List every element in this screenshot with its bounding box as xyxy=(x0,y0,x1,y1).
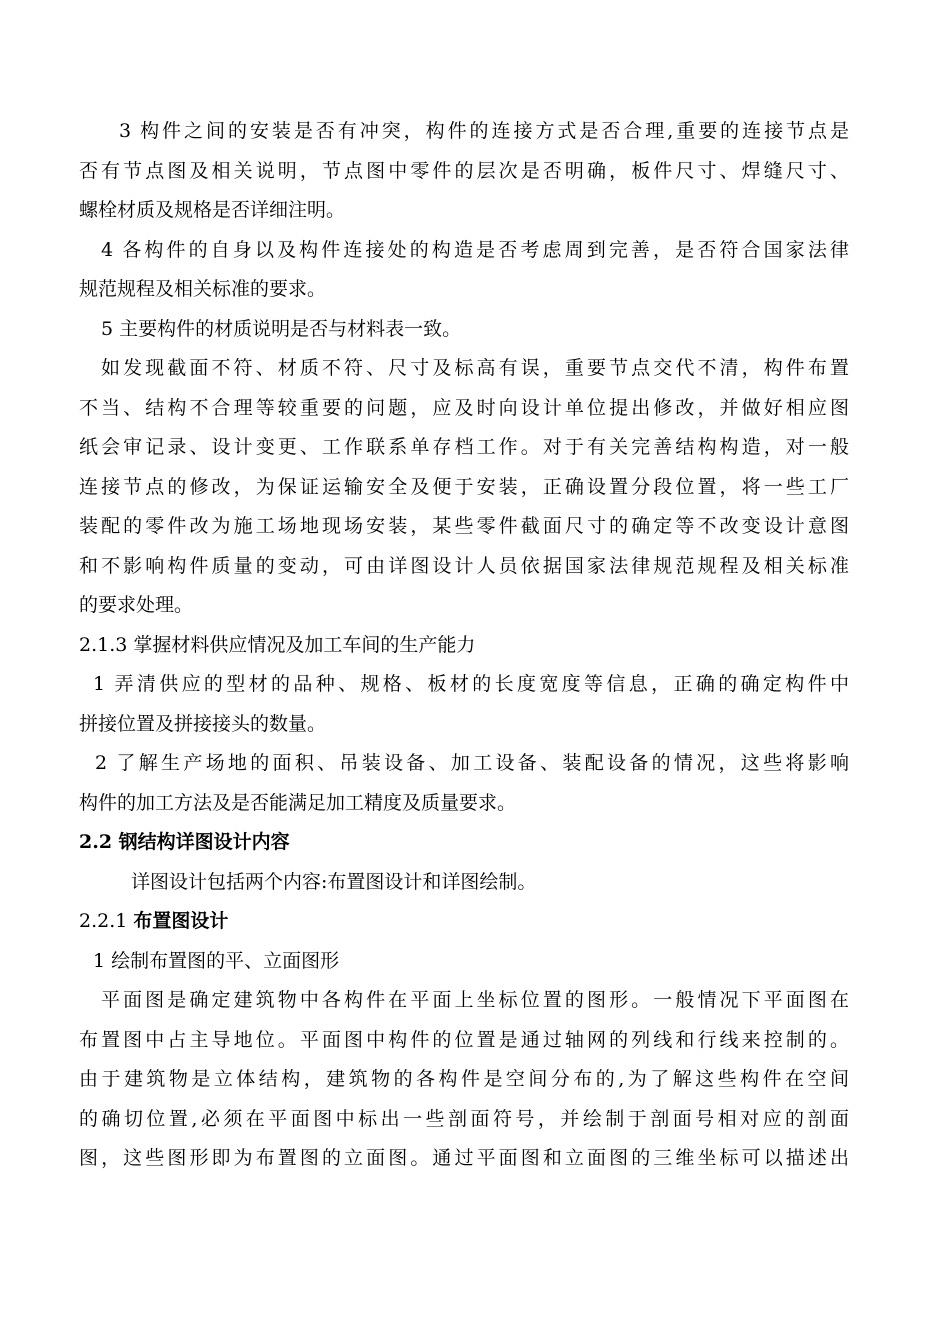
paragraph-line: 不当、结构不合理等较重要的问题，应及时向设计单位提出修改，并做好相应图 xyxy=(79,396,849,419)
paragraph-line: 的确切位置,必须在平面图中标出一些剖面符号，并绘制于剖面号相对应的剖面 xyxy=(79,1107,849,1130)
subsection-number: 2.2.1 xyxy=(79,910,134,932)
paragraph-line: 装配的零件改为施工场地现场安装，某些零件截面尺寸的确定等不改变设计意图 xyxy=(79,515,849,537)
paragraph-line: 布置图中占主导地位。平面图中构件的位置是通过轴网的列线和行线来控制的。 xyxy=(79,1028,849,1051)
paragraph-line: 详图设计包括两个内容:布置图设计和详图绘制。 xyxy=(131,870,537,893)
paragraph-line: 3 构件之间的安装是否有冲突，构件的连接方式是否合理,重要的连接节点是 xyxy=(119,120,849,142)
section-heading: 2.1.3 掌握材料供应情况及加工车间的生产能力 xyxy=(79,633,476,656)
paragraph-line: 1 绘制布置图的平、立面图形 xyxy=(93,949,340,972)
paragraph-line: 规范规程及相关标准的要求。 xyxy=(79,278,327,300)
document-body xyxy=(79,112,849,1179)
paragraph-line: 拼接位置及拼接接头的数量。 xyxy=(79,712,327,735)
paragraph-line: 连接节点的修改，为保证运输安全及便于安装，正确设置分段位置，将一些工厂 xyxy=(79,475,849,498)
section-heading: 2.2 钢结构详图设计内容 xyxy=(79,831,290,853)
paragraph-line: 2 了解生产场地的面积、吊装设备、加工设备、装配设备的情况，这些将影响 xyxy=(95,752,849,774)
paragraph-line: 平面图是确定建筑物中各构件在平面上坐标位置的图形。一般情况下平面图在 xyxy=(101,989,849,1011)
paragraph-line: 5 主要构件的材质说明是否与材料表一致。 xyxy=(101,317,462,340)
paragraph-line: 1 弄清供应的型材的品种、规格、板材的长度宽度等信息，正确的确定构件中 xyxy=(93,673,849,695)
paragraph-line: 否有节点图及相关说明，节点图中零件的层次是否明确，板件尺寸、焊缝尺寸、 xyxy=(79,159,849,182)
paragraph-line: 和不影响构件质量的变动，可由详图设计人员依据国家法律规范规程及相关标准 xyxy=(79,554,849,577)
paragraph-line: 图，这些图形即为布置图的立面图。通过平面图和立面图的三维坐标可以描述出 xyxy=(79,1147,849,1169)
paragraph-line: 构件的加工方法及是否能满足加工精度及质量要求。 xyxy=(79,791,517,814)
subsection-title: 布置图设计 xyxy=(133,910,229,932)
paragraph-line: 纸会审记录、设计变更、工作联系单存档工作。对于有关完善结构构造，对一般 xyxy=(79,436,849,458)
paragraph-line: 螺栓材质及规格是否详细注明。 xyxy=(79,199,346,221)
paragraph-line: 如发现截面不符、材质不符、尺寸及标高有误，重要节点交代不清，构件布置 xyxy=(101,357,849,379)
paragraph-line: 由于建筑物是立体结构，建筑物的各构件是空间分布的,为了解这些构件在空间 xyxy=(79,1068,849,1090)
paragraph-line: 的要求处理。 xyxy=(79,594,194,616)
subsection-heading xyxy=(79,902,849,942)
paragraph-line: 4 各构件的自身以及构件连接处的构造是否考虑周到完善，是否符合国家法律 xyxy=(101,238,849,261)
